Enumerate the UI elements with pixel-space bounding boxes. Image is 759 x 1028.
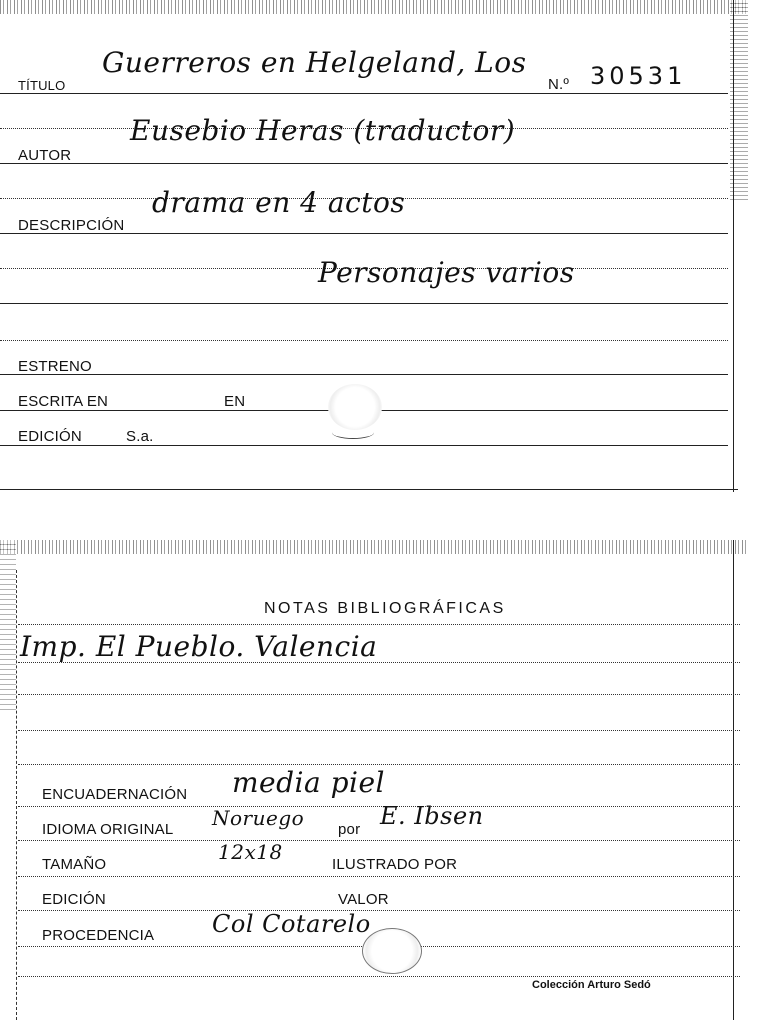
back-edicion-label: EDICIÓN: [42, 891, 106, 908]
autor-label: AUTOR: [18, 147, 72, 164]
card-edge-speckle: [0, 0, 748, 14]
por-label: por: [338, 821, 361, 838]
card-rule: [18, 876, 740, 877]
descripcion-value-2: Personajes varios: [318, 256, 575, 289]
card-rule: [18, 764, 740, 765]
card-rule: [18, 662, 740, 663]
descripcion-value: drama en 4 actos: [152, 186, 406, 219]
notas-value: Imp. El Pueblo. Valencia: [20, 630, 378, 663]
numero-label: N.º: [548, 76, 570, 93]
paper-blot: [362, 928, 422, 974]
card-rule: [0, 303, 728, 304]
encuadernacion-value: media piel: [232, 766, 385, 799]
card-border: [0, 489, 738, 490]
card-rule: [0, 163, 728, 164]
card-edge-speckle: [0, 540, 16, 710]
card-rule: [0, 93, 728, 94]
card-rule: [0, 445, 728, 446]
autor-value: Eusebio Heras (traductor): [130, 114, 516, 147]
collection-credit: Colección Arturo Sedó: [532, 979, 651, 991]
card-rule: [18, 910, 740, 911]
card-rule: [18, 694, 740, 695]
card-rule: [18, 806, 740, 807]
encuadernacion-label: ENCUADERNACIÓN: [42, 786, 188, 803]
titulo-value: Guerreros en Helgeland, Los: [102, 46, 527, 79]
card-rule: [18, 840, 740, 841]
catalog-card-front: [0, 0, 748, 492]
card-rule: [0, 340, 728, 341]
tamano-value: 12x18: [218, 840, 283, 864]
numero-value: 30531: [590, 62, 687, 90]
card-rule: [18, 730, 740, 731]
card-border: [16, 570, 17, 1020]
catalog-card-back: [0, 540, 748, 1020]
card-border: [733, 540, 734, 1020]
en-label: EN: [224, 393, 246, 410]
edicion-value: S.a.: [126, 428, 154, 445]
valor-label: VALOR: [338, 891, 389, 908]
edicion-label: EDICIÓN: [18, 428, 82, 445]
procedencia-value: Col Cotarelo: [212, 910, 371, 938]
card-border: [733, 0, 734, 492]
procedencia-label: PROCEDENCIA: [42, 927, 155, 944]
escrita-en-label: ESCRITA EN: [18, 393, 109, 410]
descripcion-label: DESCRIPCIÓN: [18, 217, 125, 234]
estreno-label: ESTRENO: [18, 358, 92, 375]
notas-heading: NOTAS BIBLIOGRÁFICAS: [264, 600, 506, 617]
idioma-value: Noruego: [212, 806, 305, 830]
card-rule: [0, 374, 728, 375]
card-rule: [18, 624, 740, 625]
por-value: E. Ibsen: [380, 802, 484, 830]
card-rule: [18, 976, 740, 977]
ilustrado-label: ILUSTRADO POR: [332, 856, 458, 873]
tamano-label: TAMAÑO: [42, 856, 107, 873]
card-edge-speckle: [0, 540, 748, 554]
idioma-label: IDIOMA ORIGINAL: [42, 821, 174, 838]
titulo-label: TÍTULO: [18, 78, 66, 93]
paper-blot: [328, 384, 382, 430]
paper-mark: [332, 426, 374, 439]
